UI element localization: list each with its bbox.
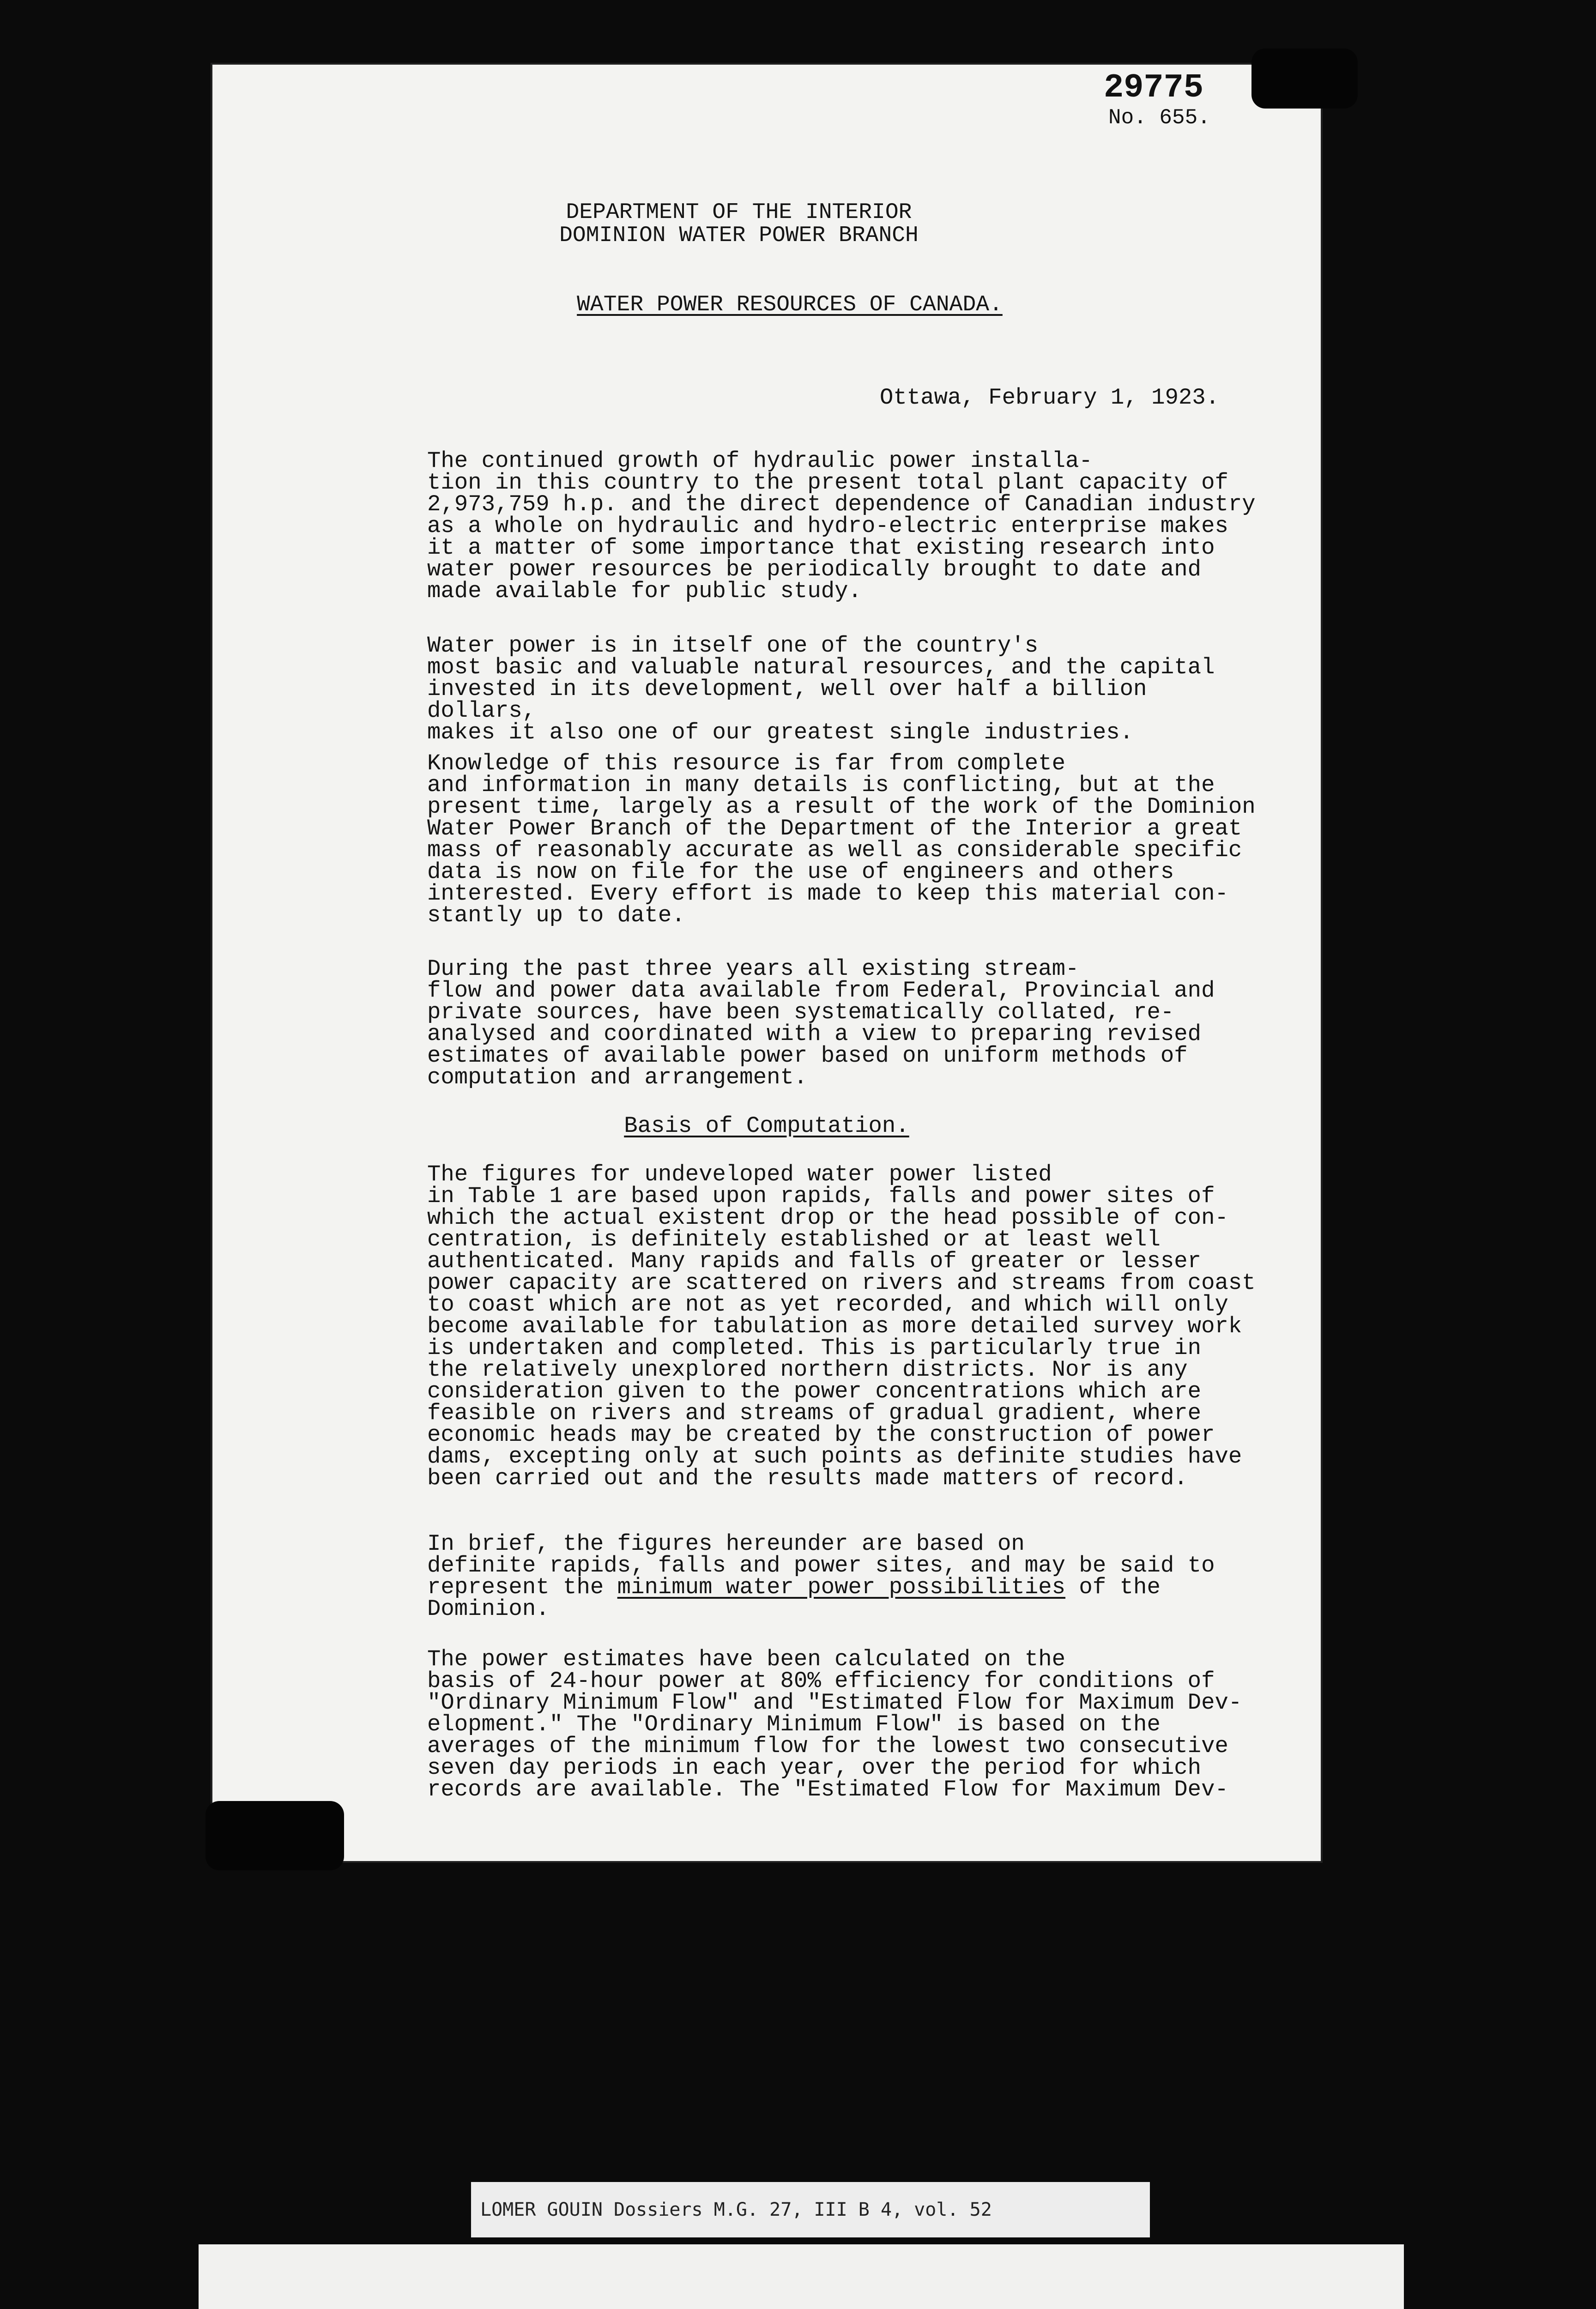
- section-heading: Basis of Computation.: [624, 1113, 909, 1139]
- paragraph-1: The continued growth of hydraulic power installa- tion in this country to the present total plant capacity of 2,973,759 h.p. and the direct dependence of Canadian industry as a whole on hydraulic and hydro-electric enterprise makes it a matter of some importance that existing research into water power resources be periodically brought to date and made available for public study.: [427, 448, 1256, 604]
- document-number: [1104, 69, 1210, 129]
- document-title: WATER POWER RESOURCES OF CANADA.: [577, 292, 1003, 317]
- paragraph-6-text-a: In brief, the figures hereunder are based on definite rapids, falls and power sites, and may be said to represent the: [427, 1531, 1215, 1600]
- document-number-sub: No. 655.: [1108, 106, 1210, 130]
- paragraph-3: Knowledge of this resource is far from complete and information in many details is conflicting, but at the present time, largely as a result of the work of the Dominion Water Power Branch of the Department of the Interior a great mass of reasonably accurate as well as considerable specific data is now on file for the use of engineers and others interested. Every effort is made to keep this material con- stantly up to date.: [427, 750, 1256, 928]
- paragraph-4: During the past three years all existing stream- flow and power data available from Federal, Provincial and private sources, have been systematically collated, re- analysed and coordinated with a view to preparing revised estimates of available power based on uniform methods of computation and arrangement.: [427, 956, 1215, 1090]
- document-number-main: 29775: [1104, 69, 1204, 107]
- paragraph-6-emphasis: minimum water power possibilities: [617, 1574, 1066, 1600]
- department-line-1: DEPARTMENT OF THE INTERIOR: [566, 200, 912, 225]
- department-line-2: DOMINION WATER POWER BRANCH: [559, 223, 919, 248]
- paragraph-5: The figures for undeveloped water power listed in Table 1 are based upon rapids, falls and power sites of which the actual existent drop or the head possible of con- centration, is definitely established or at least well authenticated. Many rapids and falls of greater or lesser power capacity are scattered on rivers and streams from coast to coast which are not as yet recorded, and which will only become available for tabulation as more detailed survey work is undertaken and completed. This is particularly true in the relatively unexplored northern districts. Nor is any consideration given to the power concentrations which are feasible on rivers and streams of gradual gradient, where economic heads may be created by the construction of power dams, excepting only at such points as definite studies have been carried out and the results made matters of record.: [427, 1161, 1256, 1491]
- archive-stamp-card: [199, 2244, 1404, 2309]
- paragraph-6-text-b: of the Dominion.: [427, 1574, 1161, 1622]
- dateline: Ottawa, February 1, 1923.: [880, 385, 1220, 411]
- paragraph-6: [427, 1533, 1258, 1620]
- binder-clip-bottom: [206, 1801, 344, 1870]
- paragraph-2: Water power is in itself one of the country's most basic and valuable natural resources, and the capital invested in its development, well over half a billion dollars, makes it also one of our greatest single industries.: [427, 633, 1215, 745]
- archive-citation-label: LOMER GOUIN Dossiers M.G. 27, III B 4, vol. 52: [471, 2182, 1150, 2237]
- binder-clip-top: [1251, 48, 1358, 109]
- paragraph-7: The power estimates have been calculated on the basis of 24-hour power at 80% efficiency for conditions of "Ordinary Minimum Flow" and "Estimated Flow for Maximum Dev- elopment." The "Ordinary Minimum Flow" is based on the averages of the minimum flow for the lowest two consecutive seven day periods in each year, over the period for which records are available. The "Estimated Flow for Maximum Dev-: [427, 1646, 1242, 1802]
